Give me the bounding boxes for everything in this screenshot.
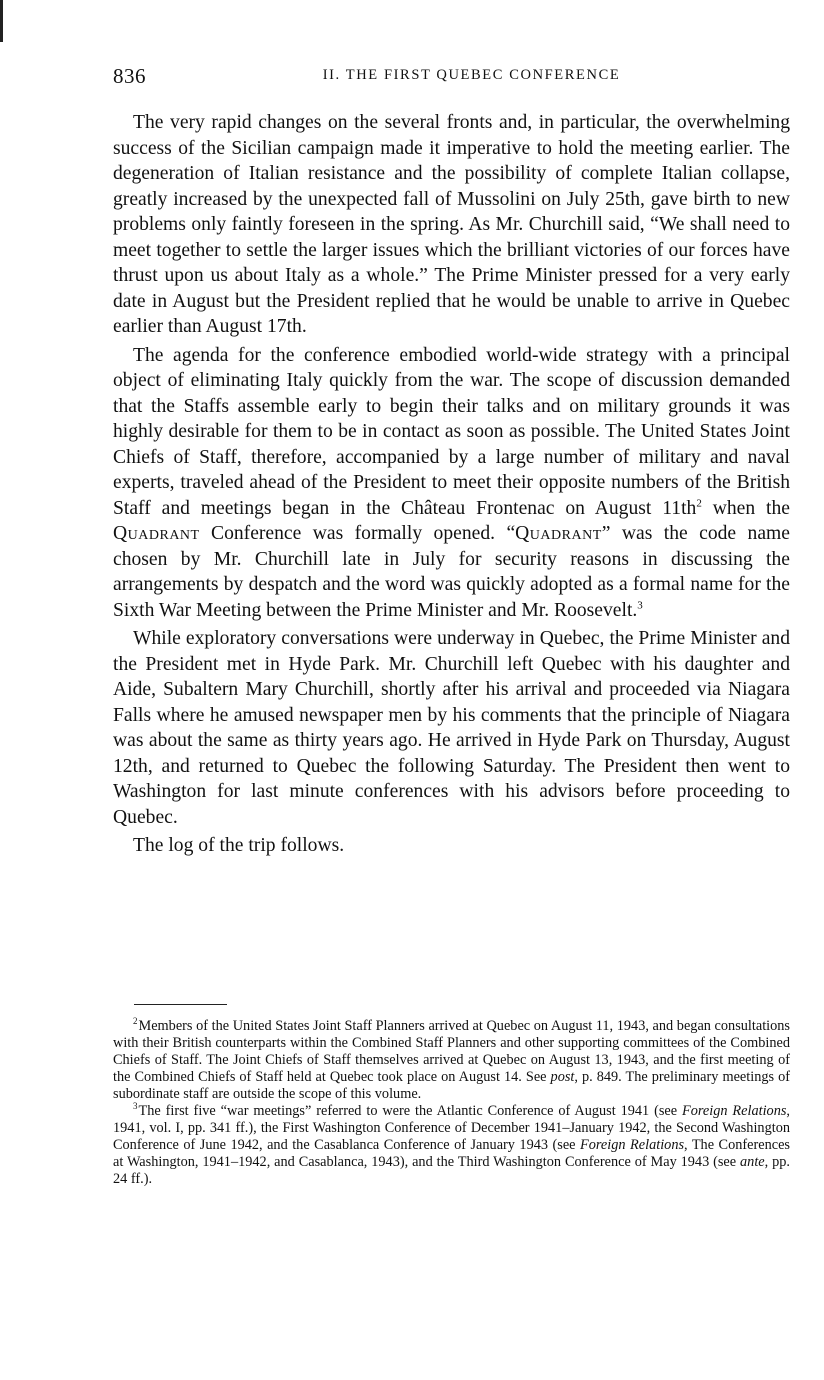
- footnote-3-text-b: , 1941, vol. I, pp. 341 ff.), the First Washington Conference of December 1941–January 1942, the Second Washington Conference of June 1942, and the Casablanca Conference of January 1943 (see: [113, 1103, 790, 1153]
- footnote-3-foreign-relations-1: Foreign Relations: [681, 1103, 787, 1119]
- paragraph-2: [113, 343, 790, 624]
- footnote-2-text-b: , p. 849. The preliminary meetings of subordinate staff are outside the scope of this volume.: [113, 1069, 791, 1102]
- body-text: [113, 110, 790, 862]
- footnote-3-marker: 3: [133, 1101, 138, 1112]
- paragraph-3: While exploratory conversations were underway in Quebec, the Prime Minister and the President met in Hyde Park. Mr. Churchill left Quebec with his daughter and Aide, Subaltern Mary Churchill, shortly after his arrival and proceeded via Niagara Falls where he amused newspaper men by his comments that the principle of Niagara was about the same as thirty years ago. He arrived in Hyde Park on Thursday, August 12th, and returned to Quebec the following Saturday. The President then went to Washington for last minute conferences with his advisors before proceeding to Quebec.: [113, 628, 790, 828]
- footnote-3: [113, 1103, 790, 1188]
- footnote-3-text-c: , The Conferences at Washington, 1941–1942, and Casablanca, 1943), and the Third Washington Conference of May 1943 (see: [113, 1137, 790, 1170]
- quadrant-term-quoted: Quadrant: [515, 523, 602, 544]
- footnote-2-text-a: Members of the United States Joint Staff Planners arrived at Quebec on August 11, 1943, and began consultations with their British counterparts within the Combined Staff Planners and other supporting committees of the Combined Chiefs of Staff. The Joint Chiefs of Staff themselves arrived at Quebec on August 13, 1943, and the first meeting of the Combined Chiefs of Staff held at Quebec took place on August 14. See: [113, 1018, 790, 1085]
- footnote-ref-2: 2: [696, 496, 702, 509]
- footnote-ref-3: 3: [637, 598, 643, 611]
- footnote-2-marker: 2: [133, 1016, 138, 1027]
- footnote-3-text-a: The first five “war meetings” referred to were the Atlantic Conference of August 1941 (see: [138, 1103, 682, 1119]
- page-number: 836: [113, 64, 146, 88]
- footnote-3-ante: ante: [740, 1154, 765, 1170]
- footnote-3-text-d: , pp. 24 ff.).: [113, 1154, 790, 1187]
- paragraph-2-text-b: when the: [701, 497, 790, 519]
- running-head: II. THE FIRST QUEBEC CONFERENCE: [322, 67, 621, 83]
- paragraph-1: The very rapid changes on the several fronts and, in particular, the overwhelming success of the Sicilian campaign made it imperative to hold the meeting earlier. The degeneration of Italian resistance and the possibility of complete Italian collapse, greatly increased by the unexpected fall of Mussolini on July 25th, gave birth to new problems only faintly foreseen in the spring. As Mr. Churchill said, “We shall need to meet together to settle the larger issues which the brilliant victories of our forces have thrust upon us about Italy as a whole.” The Prime Minister pressed for a very early date in August but the President replied that he would be unable to arrive in Quebec earlier than August 17th.: [113, 112, 790, 337]
- page-edge-mark: [0, 0, 3, 42]
- footnote-2: [113, 1018, 790, 1103]
- footnote-3-foreign-relations-2: Foreign Relations: [580, 1137, 685, 1153]
- footnotes: [113, 1018, 790, 1188]
- footnote-divider: [134, 1004, 227, 1005]
- quadrant-term: Quadrant: [113, 523, 200, 544]
- paragraph-2-text-d: ” was the code name chosen by Mr. Churchill late in July for security reasons in discussing the arrangements by despatch and the word was quickly adopted as a formal name for the Sixth War Meeting between the Prime Minister and Mr. Roosevelt.: [113, 523, 790, 621]
- paragraph-4: The log of the trip follows.: [133, 835, 345, 856]
- paragraph-2-text-c: Conference was formally opened. “: [199, 523, 516, 544]
- footnote-2-post: post: [550, 1069, 575, 1085]
- page-header: [113, 64, 790, 92]
- paragraph-2-text-a: The agenda for the conference embodied world-wide strategy with a principal object of eliminating Italy quickly from the war. The scope of discussion demanded that the Staffs assemble early to begin their talks and on military grounds it was highly desirable for them to be in contact as soon as possible. The United States Joint Chiefs of Staff, therefore, accompanied by a large number of military and naval experts, traveled ahead of the President to meet their opposite numbers of the British Staff and meetings began in the Château Frontenac on August 11th: [113, 344, 790, 519]
